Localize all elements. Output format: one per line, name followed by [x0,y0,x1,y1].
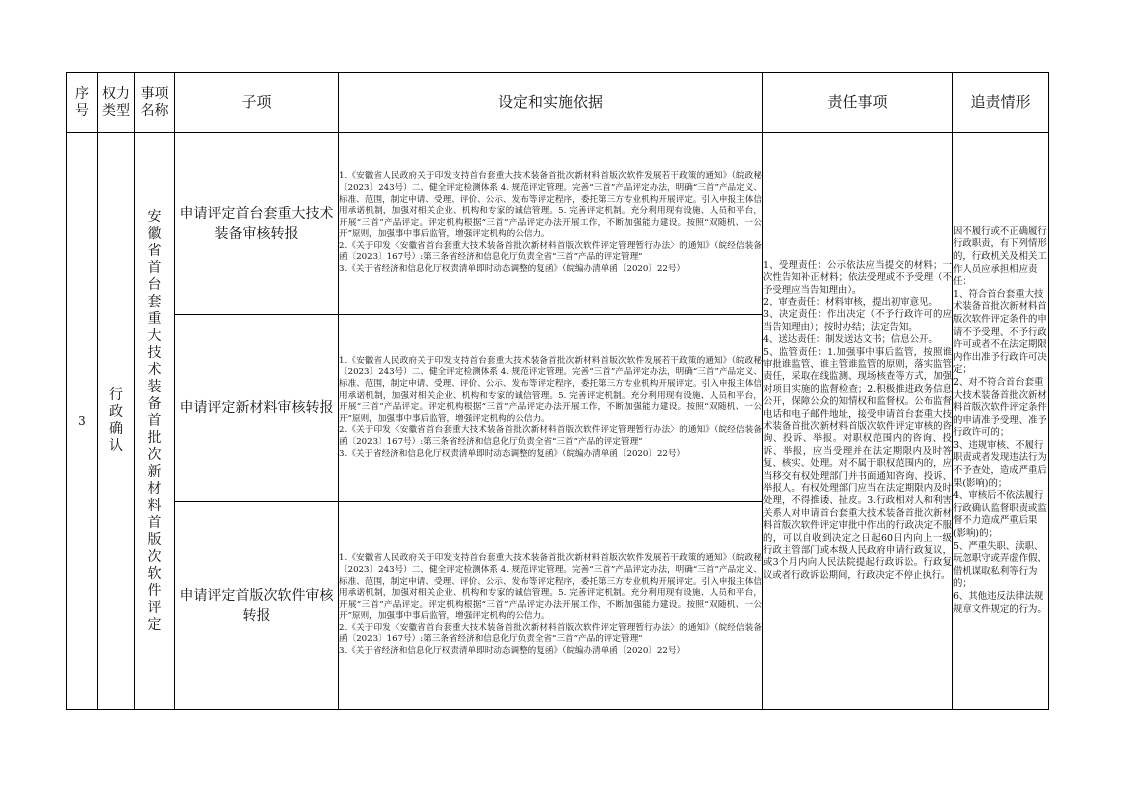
header-basis: 设定和实施依据 [339,73,763,133]
responsibility-item: 2、审查责任：材料审核，提出初审意见。 [763,296,938,308]
cell-sub-item: 申请评定首台套重大技术装备审核转报 [175,133,339,315]
basis-paragraph: 2.《关于印发〈安徽省首台套重大技术装备首批次新材料首版次软件评定管理暂行办法〉的通知》（皖经信装备函〔2023〕167号）:第三条省经济和信息化厅负责全省“三首”产品的评定管理” [339,240,762,263]
cell-sub-item: 申请评定新材料审核转报 [175,315,339,502]
header-power-type: 权力类型 [98,73,135,133]
cell-basis [339,502,763,710]
header-row [67,73,1049,133]
header-item-name: 事项名称 [135,73,175,133]
basis-paragraph: 3.《关于省经济和信息化厅权责清单即时动态调整的复函》（皖编办清单函〔2020〕22号） [339,646,686,657]
cell-sub-item: 申请评定首版次软件审核转报 [175,502,339,710]
accountability-item: 因不履行或不正确履行行政职责，有下列情形的，行政机关及相关工作人员应承担相应责任： [953,225,1047,288]
basis-paragraph: 1.《安徽省人民政府关于印发支持首台套重大技术装备首批次新材料首版次软件发展若干政策的通知》（皖政秘〔2023〕243号）二、健全评定检测体系 4. 规范评定管理。完善“三首”产品评定办法，明确“三首”产品定义、标准、范围，制定申请、受理、评价、公示、发布等评定程序，委托第三方专业机构开展评定。引入申报主体信用承诺机制，加强对相关企业、机构和专家的诚信管理。5. 完善评定机制。充分利用现有设施、人员和平台，开展“三首”产品评定。评定机构根据“三首”产品评定办法开展工作，不断加强能力建设。按照“双随机、一公开”原则，加强事中事后监管，增强评定机构的公信力。 [339,171,762,240]
header-responsibility: 责任事项 [763,73,953,133]
accountability-item: 6、其他违反法律法规规章文件规定的行为。 [953,591,1047,615]
basis-paragraph: 2.《关于印发〈安徽省首台套重大技术装备首批次新材料首版次软件评定管理暂行办法〉的通知》（皖经信装备函〔2023〕167号）:第三条省经济和信息化厅负责全省“三首”产品的评定管理” [339,622,762,645]
responsibility-item: 5、监管责任：1.加强事中事后监管，按照谁审批谁监管、谁主管谁监管的原则，落实监管责任，采取在线监测、现场核查等方式，加强对项目实施的监督检查；2.积极推进政务信息公开，保障公众的知情权和监督权。公布监督电话和电子邮件地址，接受申请首台套重大技术装备首批次新材料首版次软件评定审核的咨询、投诉、举报。对职权范围内的咨询、投诉、举报，应当受理并在法定期限内及时答复、核实、处理。对不属于职权范围内的，应当移交有权处理部门并书面通知咨询、投诉、举报人。有权处理部门应当在法定期限内及时处理，不得推诿、扯皮。3.行政相对人和利害关系人对申请首台套重大技术装备首批次新材料首版次软件评定审批中作出的行政决定不服的，可以自收到决定之日起60日内向上一级行政主管部门或本级人民政府申请行政复议，或3个月内向人民法院提起行政诉讼。行政复议或者行政诉讼期间，行政决定不停止执行。 [763,346,952,581]
accountability-item: 1、符合首台套重大技术装备首批次新材料首版次软件评定条件的申请不予受理、不予行政许可或者不在法定期限内作出准予行政许可决定； [953,288,1047,376]
header-serial: 序号 [67,73,98,133]
basis-paragraph: 1.《安徽省人民政府关于印发支持首台套重大技术装备首批次新材料首版次软件发展若干政策的通知》（皖政秘〔2023〕243号）二、健全评定检测体系 4. 规范评定管理。完善“三首”产品评定办法，明确“三首”产品定义、标准、范围，制定申请、受理、评价、公示、发布等评定程序，委托第三方专业机构开展评定。引入申报主体信用承诺机制，加强对相关企业、机构和专家的诚信管理。5. 完善评定机制。充分利用现有设施、人员和平台，开展“三首”产品评定。评定机构根据“三首”产品评定办法开展工作，不断加强能力建设。按照“双随机、一公开”原则，加强事中事后监管，增强评定机构的公信力。 [339,553,762,622]
power-list-table [66,72,1049,710]
accountability-item: 2、对不符合首台套重大技术装备首批次新材料首版次软件评定条件的申请准予受理、准予行政许可的； [953,376,1047,439]
basis-paragraph: 3.《关于省经济和信息化厅权责清单即时动态调整的复函》（皖编办清单函〔2020〕22号） [339,448,686,459]
cell-responsibility [763,133,953,710]
basis-paragraph: 1.《安徽省人民政府关于印发支持首台套重大技术装备首批次新材料首版次软件发展若干政策的通知》（皖政秘〔2023〕243号）二、健全评定检测体系 4. 规范评定管理。完善“三首”产品评定办法，明确“三首”产品定义、标准、范围，制定申请、受理、评价、公示、发布等评定程序，委托第三方专业机构开展评定。引入申报主体信用承诺机制，加强对相关企业、机构和专家的诚信管理。5. 完善评定机制。充分利用现有设施、人员和平台，开展“三首”产品评定。评定机构根据“三首”产品评定办法开展工作，不断加强能力建设。按照“双随机、一公开”原则，加强事中事后监管，增强评定机构的公信力。 [339,355,762,424]
responsibility-item: 3、决定责任：作出决定（不予行政许可的应当告知理由）；按时办结；法定告知。 [763,309,952,333]
cell-item-name: 安徽省首台套重大技术装备首批次新材料首版次软件评定 [135,133,175,710]
cell-basis [339,315,763,502]
accountability-item: 4、审核后不依法履行行政确认监督职责或监督不力造成严重后果(影响)的； [953,490,1047,540]
table-row [67,133,1049,315]
header-sub-item: 子项 [175,73,339,133]
cell-basis [339,133,763,315]
responsibility-item: 4、送达责任：制发送达文书；信息公开。 [763,334,938,346]
cell-serial: 3 [67,133,98,710]
cell-accountability [953,133,1049,710]
basis-paragraph: 3.《关于省经济和信息化厅权责清单即时动态调整的复函》（皖编办清单函〔2020〕22号） [339,264,686,275]
responsibility-item: 1、受理责任：公示依法应当提交的材料；一次性告知补正材料；依法受理或不予受理（不予受理应当告知理由）。 [763,259,952,296]
header-accountability: 追责情形 [953,73,1049,133]
cell-power-type: 行政确认 [98,133,135,710]
accountability-item: 5、严重失职、渎职、玩忽职守或弄虚作假、借机谋取私利等行为的； [953,540,1047,590]
accountability-item: 3、违规审核、不履行职责或者发现违法行为不予查处，造成严重后果(影响)的； [953,439,1047,489]
basis-paragraph: 2.《关于印发〈安徽省首台套重大技术装备首批次新材料首版次软件评定管理暂行办法〉的通知》（皖经信装备函〔2023〕167号）:第三条省经济和信息化厅负责全省“三首”产品的评定管理” [339,425,762,447]
